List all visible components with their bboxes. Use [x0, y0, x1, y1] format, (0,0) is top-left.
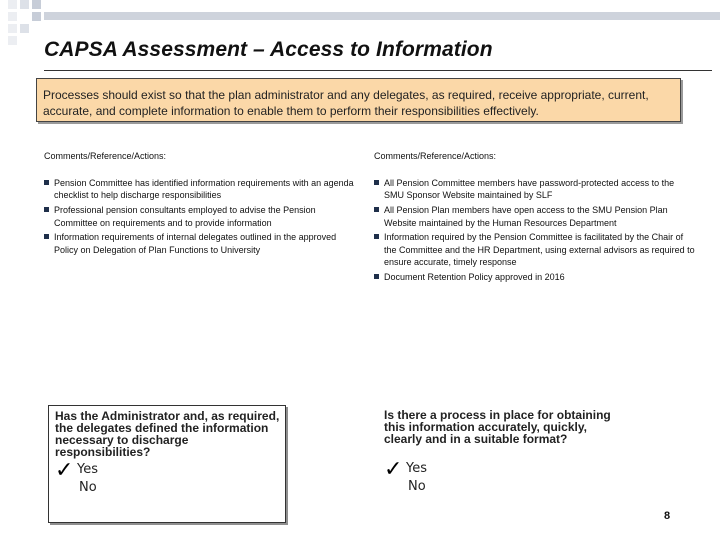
page-number: 8: [664, 510, 671, 522]
right-comments-list: [374, 177, 696, 286]
option-yes: Yes: [77, 462, 98, 477]
decor-square: [32, 0, 41, 9]
question-text: Has the Administrator and, as required, the delegates defined the information necessary to discharge responsibilities?: [55, 409, 280, 459]
list-item: Information required by the Pension Committee is facilitated by the Chair of the Committee and the HR Department, using external advisors as required to ensure accurate, timely response: [374, 231, 696, 268]
intro-box: Processes should exist so that the plan administrator and any delegates, as required, receive appropriate, current, accurate, and complete information to enable them to perform their responsibilities effectively.: [36, 78, 681, 122]
decor-square: [20, 0, 29, 9]
decor-square: [32, 12, 41, 21]
question-box-process-in-place: [378, 405, 644, 523]
decor-square: [8, 36, 17, 45]
list-item: All Pension Committee members have password-protected access to the SMU Sponsor Website maintained by SLF: [374, 177, 696, 202]
title-divider: [44, 70, 712, 71]
list-item: Information requirements of internal delegates outlined in the approved Policy on Delegation of Plan Functions to University: [44, 231, 354, 256]
checkmark-icon: ✓: [384, 457, 403, 482]
header-bar: [44, 12, 720, 20]
question-text: Is there a process in place for obtaining this information accurately, quickly, clearly and in a suitable format?: [384, 408, 611, 446]
question-box-defined-information: [48, 405, 286, 523]
decor-square: [8, 0, 17, 9]
option-no: No: [408, 479, 426, 494]
decor-square: [20, 24, 29, 33]
page-title: CAPSA Assessment – Access to Information: [44, 38, 493, 61]
left-comments-heading: Comments/Reference/Actions:: [44, 151, 167, 161]
list-item: Professional pension consultants employed to advise the Pension Committee on requirements and to provide information: [44, 204, 354, 229]
option-yes: Yes: [406, 461, 427, 476]
checkmark-icon: ✓: [55, 458, 74, 483]
decor-square: [8, 24, 17, 33]
decor-square: [8, 12, 17, 21]
list-item: Document Retention Policy approved in 2016: [374, 271, 696, 283]
left-comments-list: [44, 177, 354, 259]
right-comments-heading: Comments/Reference/Actions:: [374, 151, 497, 161]
list-item: Pension Committee has identified information requirements with an agenda checklist to help discharge responsibilities: [44, 177, 354, 202]
list-item: All Pension Plan members have open access to the SMU Pension Plan Website maintained by the Human Resources Department: [374, 204, 696, 229]
option-no: No: [79, 480, 97, 495]
